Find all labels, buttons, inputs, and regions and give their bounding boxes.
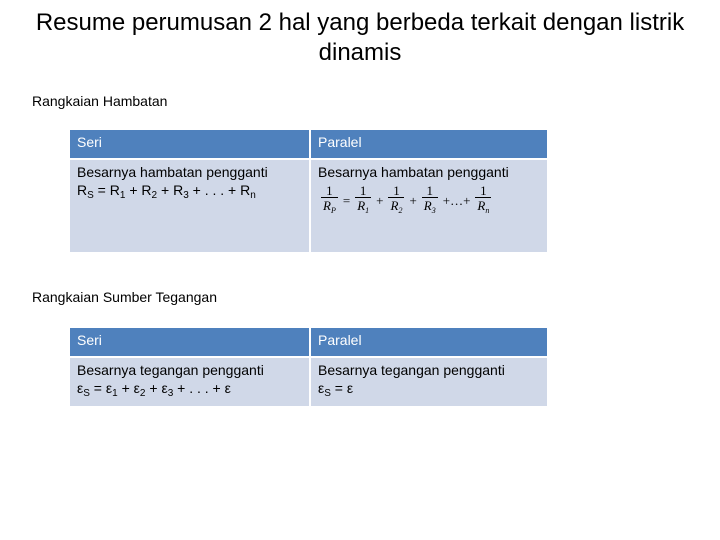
table-row: [69, 357, 548, 407]
section-heading-sumber-tegangan: Rangkaian Sumber Tegangan: [32, 289, 217, 305]
header-seri: Seri: [69, 129, 310, 159]
cell-seri-hambatan: [69, 159, 310, 253]
seri-tegangan-label: Besarnya tegangan pengganti: [77, 362, 264, 378]
paralel-hambatan-formula: $\frac{1}{R_P}$ = $\frac{1}{R_1}$ + $\frac{1}{R_2}$ + $\frac{1}{R_3}$ +…+ $\frac{1}{R_n}$: [318, 184, 540, 218]
table-header-row: [69, 327, 548, 357]
page-title: Resume perumusan 2 hal yang berbeda terkait dengan listrik dinamis: [35, 9, 685, 66]
paralel-tegangan-formula: $\varepsilon_S = \varepsilon$: [318, 380, 354, 399]
seri-tegangan-formula: $\varepsilon_S = \varepsilon_1 + \varepsilon_2 + \varepsilon_3$ + . . . + ε: [77, 380, 231, 399]
section-heading-hambatan: Rangkaian Hambatan: [32, 93, 168, 109]
cell-paralel-tegangan: [310, 357, 548, 407]
cell-paralel-hambatan: [310, 159, 548, 253]
table-row: [69, 159, 548, 253]
paralel-hambatan-label: Besarnya hambatan pengganti: [318, 164, 509, 180]
seri-hambatan-label: Besarnya hambatan pengganti: [77, 164, 268, 180]
cell-seri-tegangan: [69, 357, 310, 407]
paralel-tegangan-label: Besarnya tegangan pengganti: [318, 362, 505, 378]
table-hambatan: [68, 128, 549, 254]
header-paralel: Paralel: [310, 129, 548, 159]
table-sumber-tegangan: [68, 326, 549, 408]
header-paralel: Paralel: [310, 327, 548, 357]
header-seri: Seri: [69, 327, 310, 357]
table-header-row: [69, 129, 548, 159]
seri-hambatan-formula: $R_S = R_1 + R_2 + R_3$ + . . . + $R_n$: [77, 182, 256, 201]
